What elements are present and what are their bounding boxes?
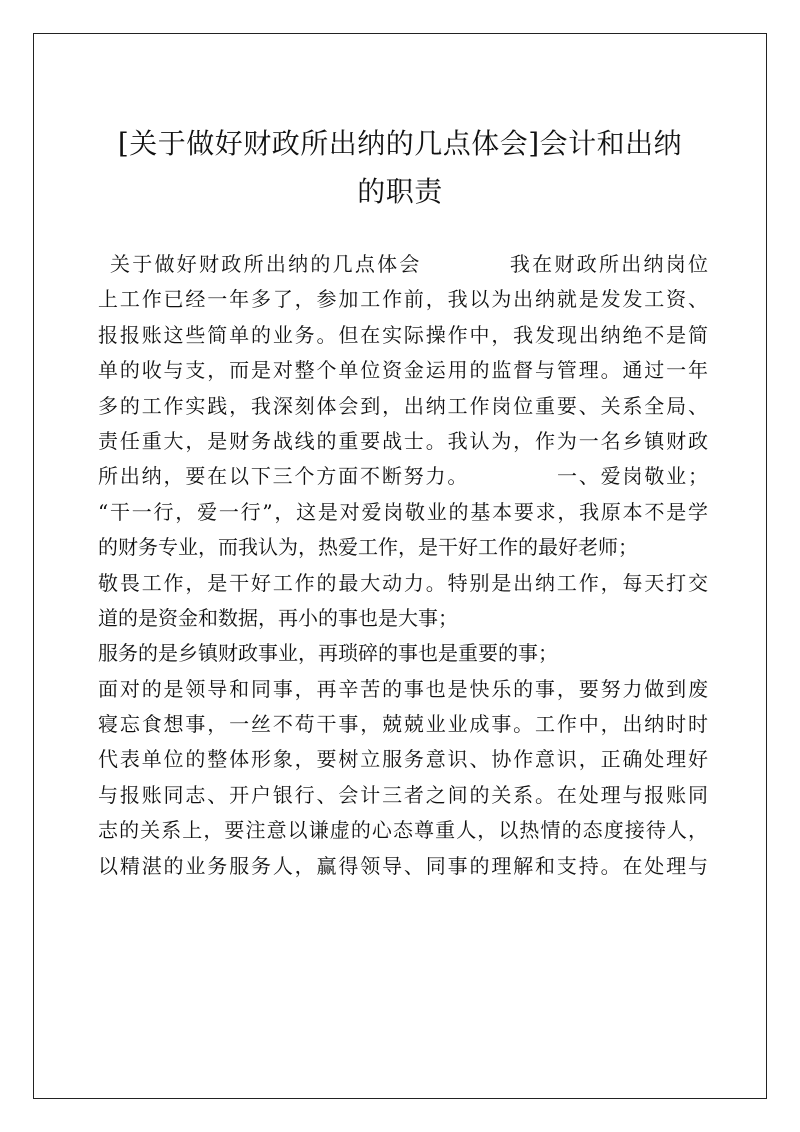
body-line-12: 服务的是乡镇财政事业，再琐碎的事也是重要的事； (98, 641, 558, 666)
body-line-9: 的财务专业，而我认为，热爱工作，是干好工作的最好老师； (98, 535, 638, 560)
body-line-13: 面对的是领导和同事，再辛苦的事也是快乐的事，要努力做到废 (98, 676, 708, 701)
body-line-10: 敬畏工作，是干好工作的最大动力。特别是出纳工作，每天打交 (98, 570, 708, 595)
body-line-16: 与报账同志、开户银行、会计三者之间的关系。在处理与报账同 (98, 782, 708, 807)
body-line-4: 单的收与支，而是对整个单位资金运用的监督与管理。通过一年 (98, 358, 708, 383)
body-line-8: “干一行，爱一行”，这是对爱岗敬业的基本要求，我原本不是学 (98, 499, 708, 524)
document-body (98, 247, 708, 884)
body-line-1 (98, 247, 708, 282)
body-line-1-part-b: 我在财政所出纳岗位 (507, 252, 708, 276)
body-line-11: 道的是资金和数据，再小的事也是大事； (98, 605, 458, 630)
body-line-7-part-a: 所出纳，要在以下三个方面不断努力。 (98, 464, 470, 489)
body-line-7 (98, 459, 708, 494)
title-line-1: [关于做好财政所出纳的几点体会]会计和出纳 (117, 127, 683, 160)
body-line-5: 多的工作实践，我深刻体会到，出纳工作岗位重要、关系全局、 (98, 393, 708, 418)
body-line-6: 责任重大，是财务战线的重要战士。我认为，作为一名乡镇财政 (98, 428, 708, 453)
title-line-2: 的职责 (357, 175, 443, 208)
body-line-18: 以精湛的业务服务人，赢得领导、同事的理解和支持。在处理与 (98, 853, 708, 878)
body-line-15: 代表单位的整体形象，要树立服务意识、协作意识，正确处理好 (98, 747, 708, 772)
body-line-14: 寝忘食想事，一丝不苟干事，兢兢业业成事。工作中，出纳时时 (98, 712, 708, 737)
body-line-3: 报报账这些简单的业务。但在实际操作中，我发现出纳绝不是简 (98, 322, 708, 347)
document-title (60, 120, 740, 216)
body-line-17: 志的关系上，要注意以谦虚的心态尊重人，以热情的态度接待人， (98, 818, 708, 843)
body-line-7-part-b: 一、爱岗敬业； (555, 464, 708, 489)
body-line-2: 上工作已经一年多了，参加工作前，我以为出纳就是发发工资、 (98, 287, 708, 312)
body-line-1-part-a: 关于做好财政所出纳的几点体会 (110, 252, 422, 276)
